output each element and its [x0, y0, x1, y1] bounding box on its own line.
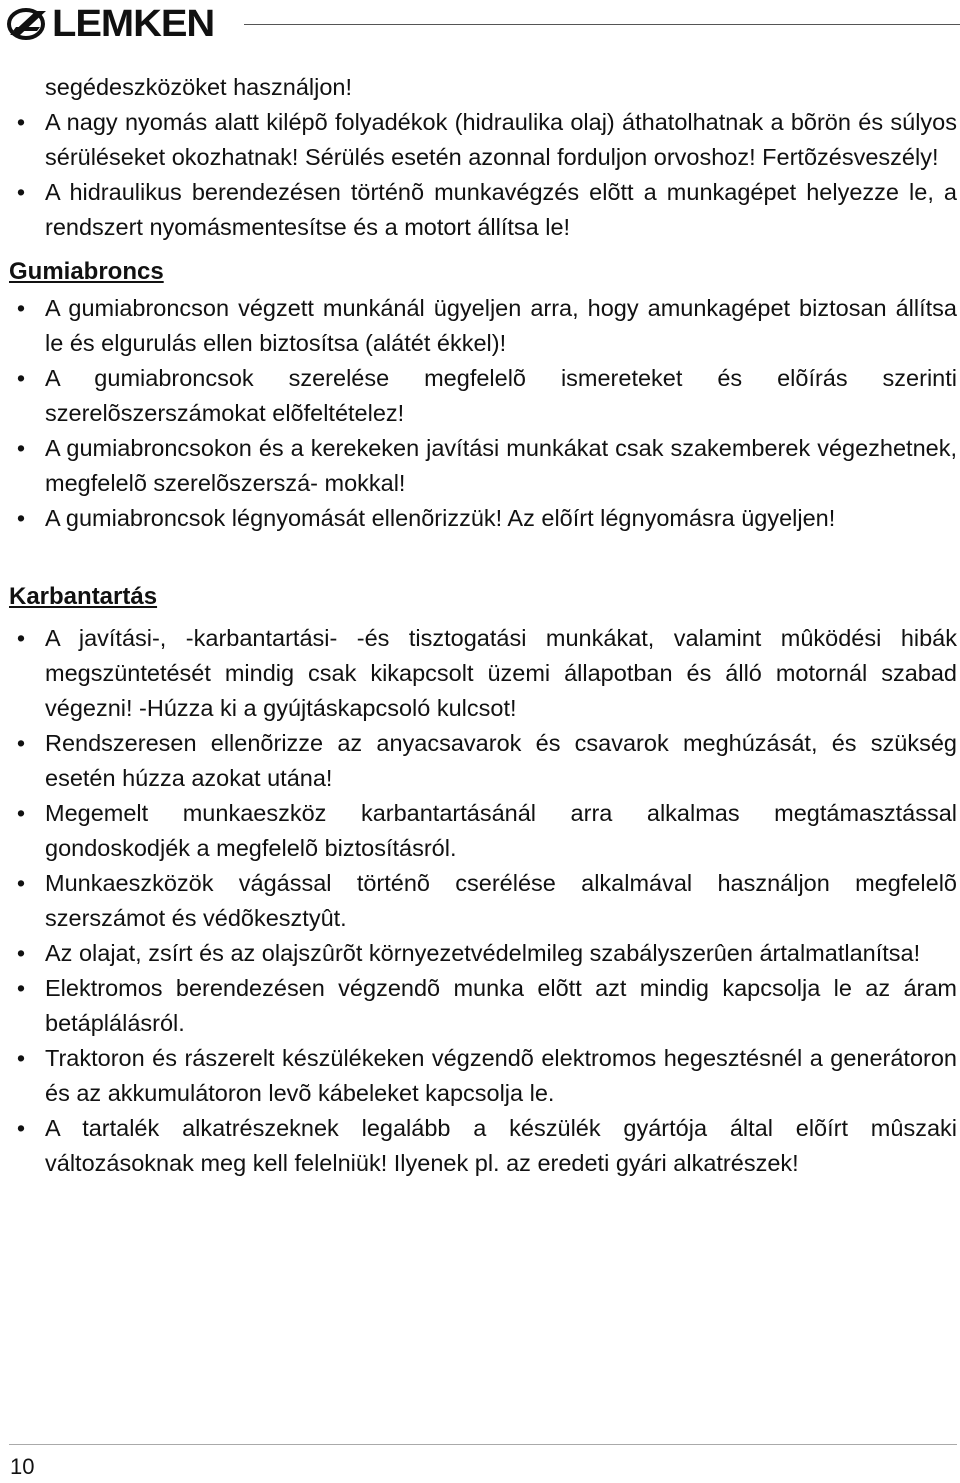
intro-list [9, 105, 957, 245]
intro-continuation: segédeszközöket használjon! [45, 74, 353, 100]
list-item: • Az olajat, zsírt és az olajszûrõt környezetvédelmileg szabályszerûen ártalmatlanítsa! [9, 936, 957, 971]
bullet-icon: • [16, 870, 26, 896]
bullet-icon: • [16, 1115, 26, 1141]
bullet-icon: • [16, 109, 26, 135]
header-divider [244, 24, 960, 25]
list-item: • A nagy nyomás alatt kilépõ folyadékok (hidraulika olaj) áthatolhatnak a bõrön és súlyos sérüléseket okozhatnak! Sérülés esetén azonnal forduljon orvoshoz! Fertõzésveszély! [9, 105, 957, 175]
list-item: • A gumiabroncson végzett munkánál ügyeljen arra, hogy amunkagépet biztosan állítsa le és elgurulás ellen biztosítsa (alátét ékkel)! [9, 291, 957, 361]
bullet-icon: • [16, 940, 26, 966]
bullet-icon: • [16, 365, 26, 391]
section-heading-gumiabroncs: Gumiabroncs [9, 258, 164, 285]
list-item: • Megemelt munkaeszköz karbantartásánál arra alkalmas megtámasztással gondoskodjék a megfelelõ biztosításról. [9, 796, 957, 866]
bullet-icon: • [16, 1045, 26, 1071]
brand-logo [6, 3, 215, 45]
bullet-icon: • [16, 295, 26, 321]
list-item: • A tartalék alkatrészeknek legalább a készülék gyártója által elõírt mûszaki változásoknak meg kell felelniük! Ilyenek pl. az eredeti gyári alkatrészek! [9, 1111, 957, 1181]
bullet-icon: • [16, 435, 26, 461]
brand-name: LEMKEN [52, 3, 215, 45]
bullet-icon: • [16, 800, 26, 826]
list-item: • A gumiabroncsok légnyomását ellenõrizzük! Az elõírt légnyomásra ügyeljen! [9, 501, 957, 536]
bullet-icon: • [16, 505, 26, 531]
list-item: • A gumiabroncsok szerelése megfelelõ ismereteket és elõírás szerinti szerelõszerszámokat elõfeltételez! [9, 361, 957, 431]
bullet-icon: • [16, 730, 26, 756]
bullet-icon: • [16, 625, 26, 651]
page-number: 10 [10, 1454, 35, 1479]
list-item: • Traktoron és rászerelt készülékeken végzendõ elektromos hegesztésnél a generátoron és az akkumulátoron levõ kábeleket kapcsolja le. [9, 1041, 957, 1111]
document-body [9, 70, 957, 1181]
section-heading-karbantartas: Karbantartás [9, 583, 158, 610]
bullet-icon: • [16, 975, 26, 1001]
karbantartas-list [9, 621, 957, 1181]
list-item: • A hidraulikus berendezésen történõ munkavégzés elõtt a munkagépet helyezze le, a rendszert nyomásmentesítse és a motort állítsa le! [9, 175, 957, 245]
list-item: • A javítási-, -karbantartási- -és tisztogatási munkákat, valamint mûködési hibák megszüntetését mindig csak kikapcsolt üzemi állapotban és álló motornál szabad végezni! -Húzza ki a gyújtáskapcsoló kulcsot! [9, 621, 957, 726]
list-item: • A gumiabroncsokon és a kerekeken javítási munkákat csak szakemberek végezhetnek, megfelelõ szerelõszerszá- mokkal! [9, 431, 957, 501]
page-header [0, 0, 960, 50]
gumiabroncs-list [9, 291, 957, 536]
list-item: • Rendszeresen ellenõrizze az anyacsavarok és csavarok meghúzását, és szükség esetén húzza azokat utána! [9, 726, 957, 796]
list-item: • Munkaeszközök vágással történõ cserélése alkalmával használjon megfelelõ szerszámot és védõkesztyût. [9, 866, 957, 936]
lemken-logo-icon [6, 5, 50, 43]
list-item: • Elektromos berendezésen végzendõ munka elõtt azt mindig kapcsolja le az áram betáplálásról. [9, 971, 957, 1041]
footer-divider [9, 1444, 957, 1445]
bullet-icon: • [16, 179, 26, 205]
